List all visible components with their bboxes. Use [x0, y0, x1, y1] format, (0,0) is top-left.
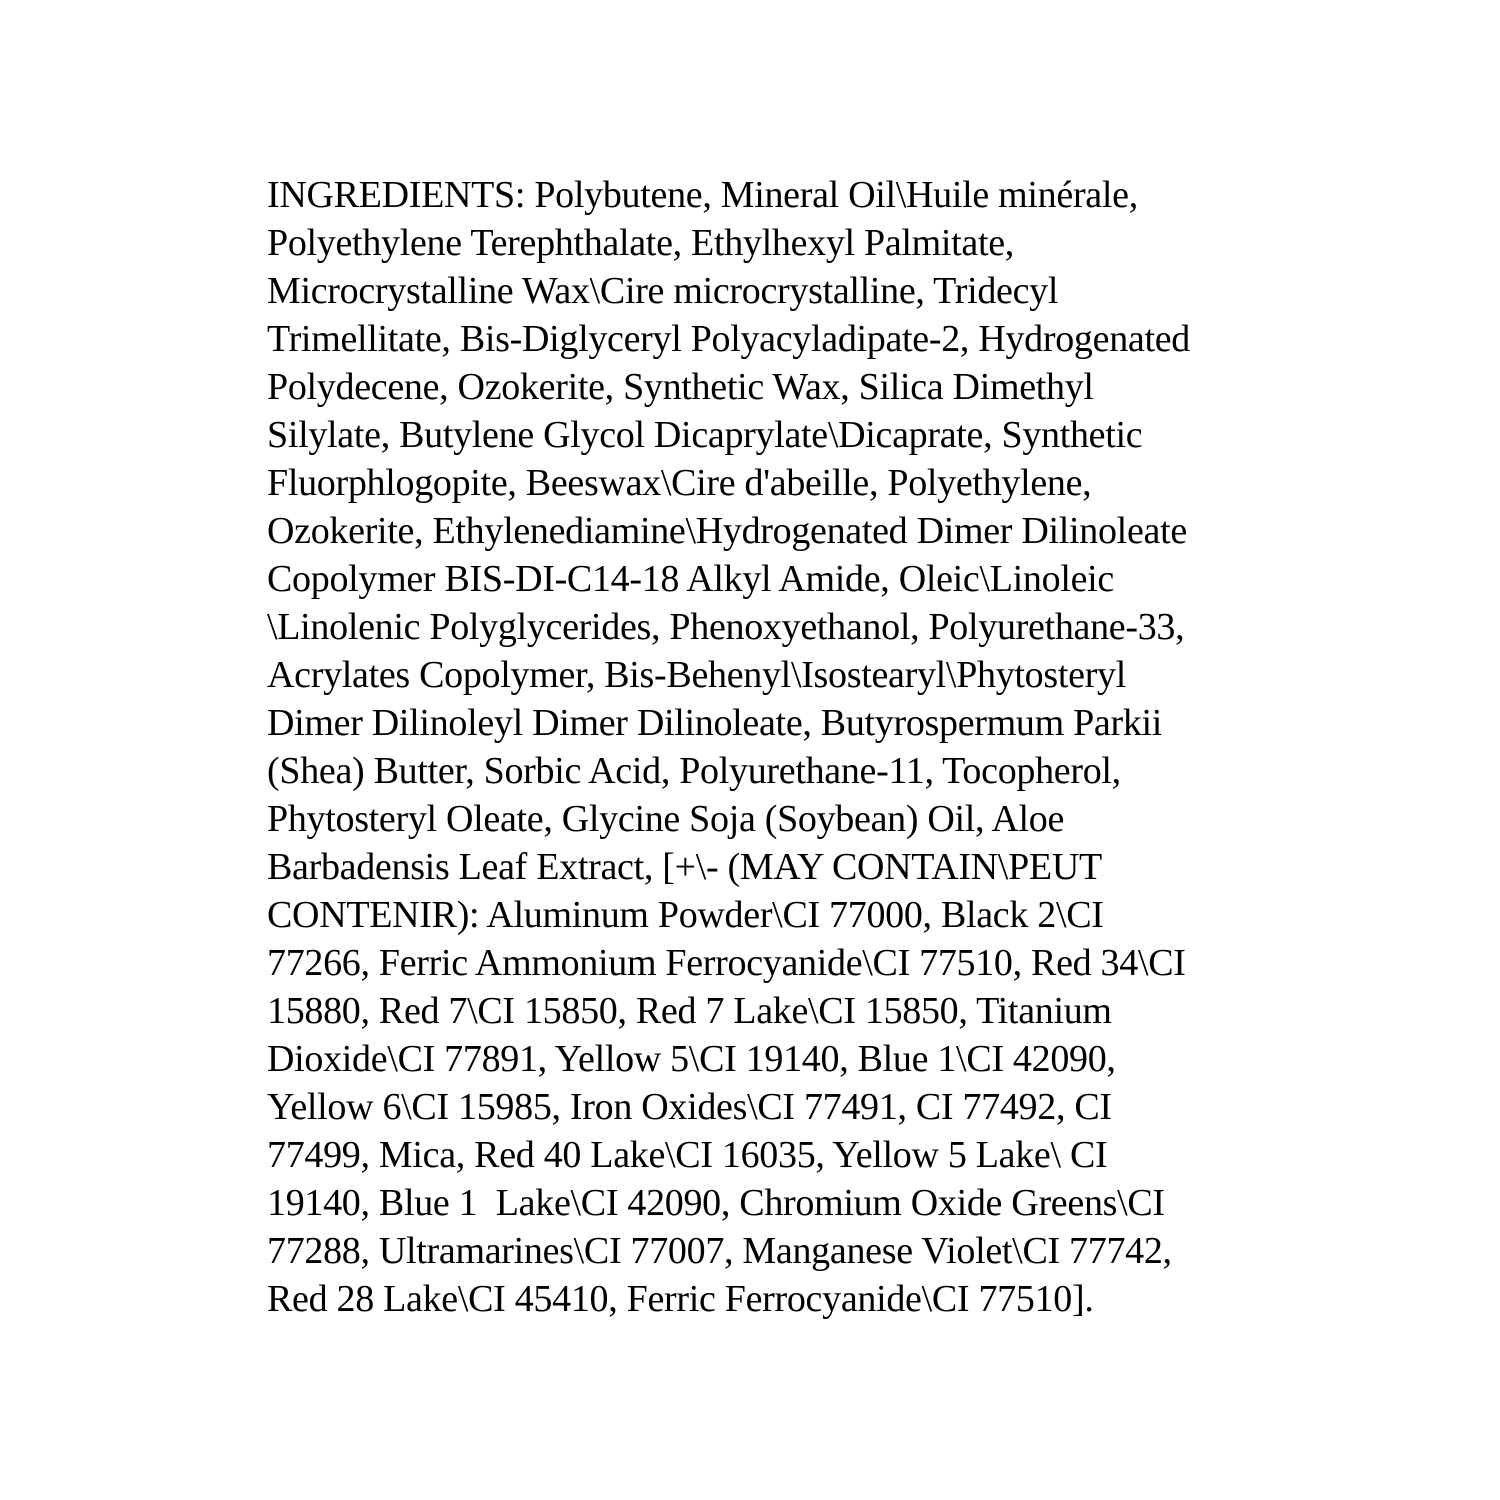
- ingredients-line: Barbadensis Leaf Extract, [+\- (MAY CONTAIN\PEUT: [267, 846, 1102, 888]
- ingredients-line: 19140, Blue 1 Lake\CI 42090, Chromium Oxide Greens\CI: [267, 1182, 1165, 1224]
- ingredients-line: Phytosteryl Oleate, Glycine Soja (Soybean) Oil, Aloe: [267, 798, 1065, 840]
- ingredients-line: \Linolenic Polyglycerides, Phenoxyethanol, Polyurethane-33,: [267, 606, 1185, 648]
- ingredients-line: Polydecene, Ozokerite, Synthetic Wax, Silica Dimethyl: [267, 366, 1094, 408]
- ingredients-line: Ozokerite, Ethylenediamine\Hydrogenated Dimer Dilinoleate: [267, 510, 1187, 552]
- ingredients-line: Silylate, Butylene Glycol Dicaprylate\Dicaprate, Synthetic: [267, 414, 1143, 456]
- ingredients-line: Copolymer BIS-DI-C14-18 Alkyl Amide, Oleic\Linoleic: [267, 558, 1114, 600]
- ingredients-line: INGREDIENTS: Polybutene, Mineral Oil\Huile minérale,: [267, 174, 1138, 216]
- ingredients-line: Yellow 6\CI 15985, Iron Oxides\CI 77491, CI 77492, CI: [267, 1086, 1112, 1128]
- ingredients-line: (Shea) Butter, Sorbic Acid, Polyurethane-11, Tocopherol,: [267, 750, 1121, 792]
- ingredients-line: Trimellitate, Bis-Diglyceryl Polyacyladipate-2, Hydrogenated: [267, 318, 1190, 360]
- ingredients-line: Microcrystalline Wax\Cire microcrystalline, Tridecyl: [267, 270, 1059, 312]
- ingredients-line: 77499, Mica, Red 40 Lake\CI 16035, Yellow 5 Lake\ CI: [267, 1134, 1108, 1176]
- ingredients-line: Dimer Dilinoleyl Dimer Dilinoleate, Butyrospermum Parkii: [267, 702, 1163, 744]
- ingredients-line: 77266, Ferric Ammonium Ferrocyanide\CI 77510, Red 34\CI: [267, 942, 1186, 984]
- ingredients-line: CONTENIR): Aluminum Powder\CI 77000, Black 2\CI: [267, 894, 1104, 936]
- ingredients-line: Polyethylene Terephthalate, Ethylhexyl Palmitate,: [267, 222, 1015, 264]
- ingredients-line: Acrylates Copolymer, Bis-Behenyl\Isostearyl\Phytosteryl: [267, 654, 1127, 696]
- ingredients-line: Dioxide\CI 77891, Yellow 5\CI 19140, Blue 1\CI 42090,: [267, 1038, 1116, 1080]
- ingredients-line: Red 28 Lake\CI 45410, Ferric Ferrocyanide\CI 77510].: [267, 1278, 1094, 1320]
- ingredients-text-block: [267, 171, 1277, 1323]
- ingredients-line: 15880, Red 7\CI 15850, Red 7 Lake\CI 15850, Titanium: [267, 990, 1112, 1032]
- ingredients-line: 77288, Ultramarines\CI 77007, Manganese Violet\CI 77742,: [267, 1230, 1172, 1272]
- ingredients-line: Fluorphlogopite, Beeswax\Cire d'abeille, Polyethylene,: [267, 462, 1092, 504]
